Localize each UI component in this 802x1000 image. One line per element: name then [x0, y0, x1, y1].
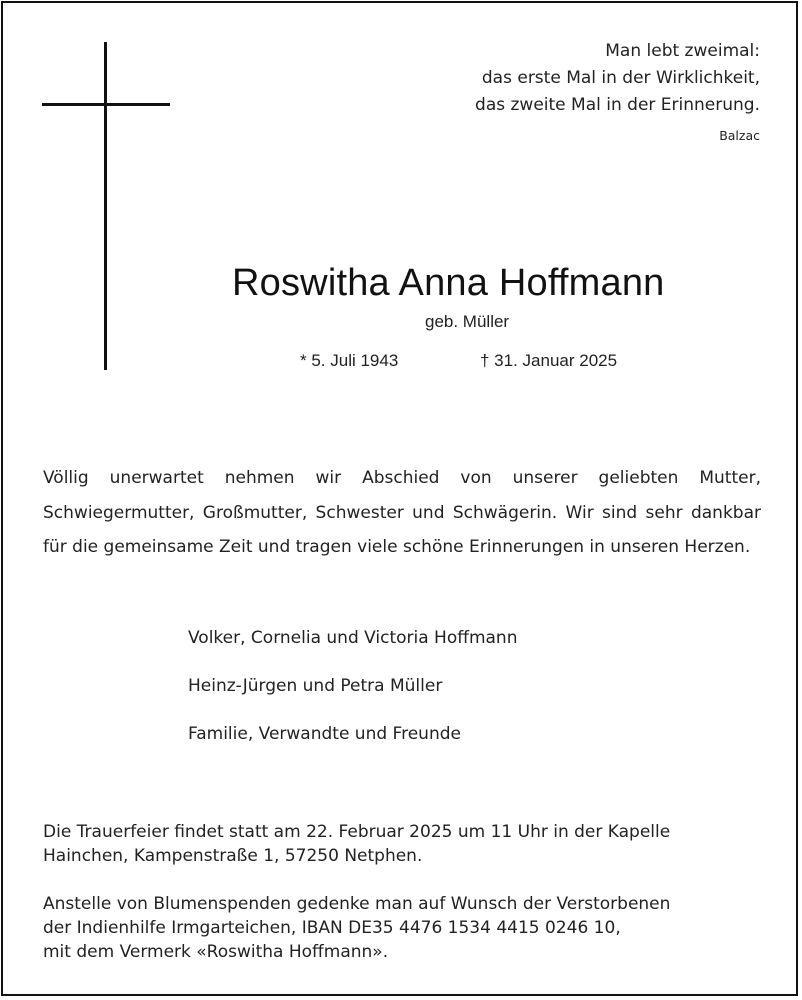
donation-info	[43, 892, 773, 964]
deceased-name: Roswitha Anna Hoffmann	[232, 262, 665, 304]
quote-line: das erste Mal in der Wirklichkeit,	[481, 68, 760, 88]
service-line: Hainchen, Kampenstraße 1, 57250 Netphen.	[43, 846, 423, 866]
family-member: Familie, Verwandte und Freunde	[188, 724, 461, 744]
maiden-name: geb. Müller	[425, 312, 510, 331]
birth-date: * 5. Juli 1943	[300, 351, 399, 370]
quote	[475, 38, 760, 119]
family-member: Heinz-Jürgen und Petra Müller	[188, 676, 443, 696]
quote-line: Man lebt zweimal:	[605, 41, 760, 61]
death-date: † 31. Januar 2025	[480, 351, 618, 370]
quote-author: Balzac	[719, 128, 760, 143]
funeral-service-info	[43, 820, 763, 868]
cross-icon-vertical-bar	[104, 42, 107, 370]
family-list	[188, 625, 517, 769]
quote-line: das zweite Mal in der Erinnerung.	[475, 95, 760, 115]
donation-line: der Indienhilfe Irmgarteichen, IBAN DE35 4476 1534 4415 0246 10,	[43, 918, 621, 938]
donation-line: mit dem Vermerk «Roswitha Hoffmann».	[43, 942, 389, 962]
service-line: Die Trauerfeier findet statt am 22. Februar 2025 um 11 Uhr in der Kapelle	[43, 822, 671, 842]
donation-line: Anstelle von Blumenspenden gedenke man auf Wunsch der Verstorbenen	[43, 894, 671, 914]
farewell-message: Völlig unerwartet nehmen wir Abschied von unserer geliebten Mutter, Schwiegermutter, Großmutter, Schwester und Schwägerin. Wir sind sehr dankbar für die gemeinsame Zeit und tragen viele schöne Erinnerungen in unseren Herzen.	[43, 468, 761, 557]
cross-icon-horizontal-bar	[42, 103, 170, 106]
family-member: Volker, Cornelia und Victoria Hoffmann	[188, 628, 518, 648]
